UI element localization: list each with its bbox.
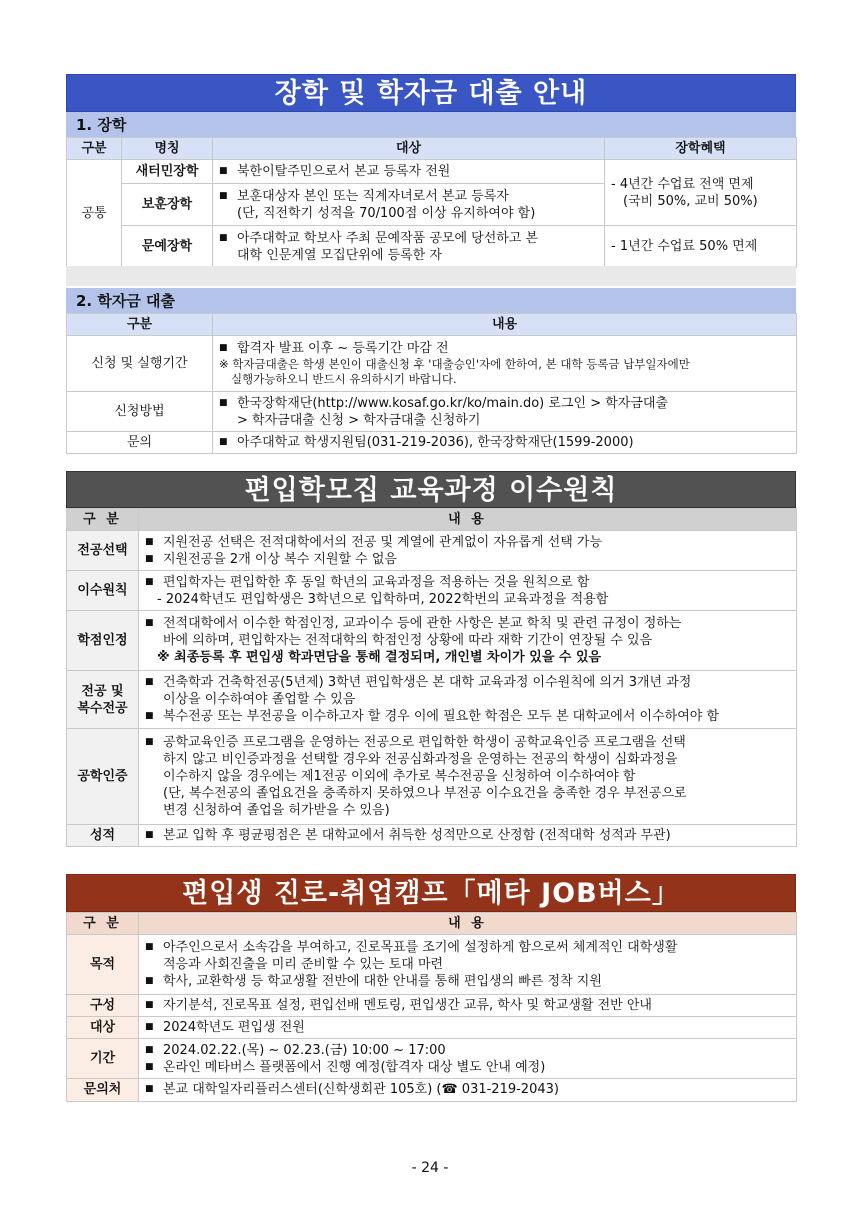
col-header-content: 내용 — [213, 314, 797, 336]
row-label: 구성 — [67, 995, 139, 1017]
row-label: 대상 — [67, 1017, 139, 1039]
bullet-icon: ■ — [145, 1061, 154, 1072]
scholarship-target: ■ 북한이탈주민으로서 본교 등록자 전원 — [213, 160, 605, 184]
col-header-category: 구 분 — [67, 509, 139, 531]
scholarship-name: 문예장학 — [122, 226, 213, 268]
bullet-icon: ■ — [145, 941, 154, 952]
bullet-icon: ■ — [145, 676, 154, 687]
table-row — [67, 729, 797, 825]
bullet-icon: ■ — [145, 830, 154, 841]
row-label: 신청 및 실행기간 — [67, 336, 213, 392]
bullet-icon: ■ — [145, 536, 154, 547]
scholarship-banner: 장학 및 학자금 대출 안내 — [66, 74, 796, 112]
row-content: ■ 2024.02.22.(목) ~ 02.23.(금) 10:00 ~ 17:00 ■ 온라인 메타버스 플랫폼에서 진행 예정(합격자 대상 별도 안내 예정) — [139, 1039, 797, 1079]
loan-table — [66, 313, 797, 454]
table-row — [67, 671, 797, 729]
curriculum-banner: 편입학모집 교육과정 이수원칙 — [66, 471, 796, 508]
table-row — [67, 1017, 797, 1039]
row-content: ■ 공학교육인증 프로그램을 운영하는 전공으로 편입학한 학생이 공학교육인증 프로그램을 선택 하지 않고 비인증과정을 선택할 경우와 전공심화과정을 운영하는 전공의 학생이 심화과정을 이수하지 않을 경우에는 제1전공 이외에 추가로 복수전공을 신청하여 이수하여야 함 (단, 복수전공의 졸업요건을 충족하지 못하였으나 부전공 이수요건을 충족한 경우 부전공으로 변경 신청하여 졸업을 허가받을 수 있음) — [139, 729, 797, 825]
benefit-cell: - 4년간 수업료 전액 면제 (국비 50%, 교비 50%) — [605, 160, 797, 226]
row-label: 이수원칙 — [67, 571, 139, 611]
row-content: ■ 전적대학에서 이수한 학점인정, 교과이수 등에 관한 사항은 본교 학칙 및 관련 규정이 정하는 바에 의하며, 편입학자는 전적대학의 학점인정 상황에 따라 재학 기간이 연장될 수 있음 ※ 최종등록 후 편입생 학과면담을 통해 결정되며, 개인별 차이가 있을 수 있음 — [139, 611, 797, 671]
row-content: ■ 합격자 발표 이후 ~ 등록기간 마감 전 ※ 학자금대출은 학생 본인이 대출신청 후 '대출승인'자에 한하여, 본 대학 등록금 납부일자에만 실행가능하오니 반드시 유의하시기 바랍니다. — [213, 336, 797, 392]
bullet-icon: ■ — [145, 976, 154, 987]
category-cell: 공통 — [67, 160, 122, 268]
bullet-icon: ■ — [219, 166, 228, 177]
col-header-category: 구 분 — [67, 913, 139, 935]
bullet-icon: ■ — [145, 553, 154, 564]
scholarship-target: ■ 아주대학교 학보사 주최 문예작품 공모에 당선하고 본 대학 인문계열 모집단위에 등록한 자 — [213, 226, 605, 268]
col-header-category: 구분 — [67, 314, 213, 336]
page-number: - 24 - — [411, 1160, 449, 1176]
scholarship-name: 보훈장학 — [122, 184, 213, 226]
loan-heading: 2. 학자금 대출 — [66, 288, 796, 313]
camp-banner: 편입생 진로-취업캠프「메타 JOB버스」 — [66, 874, 796, 912]
bullet-icon: ■ — [219, 232, 228, 243]
row-content: ■ 2024학년도 편입생 전원 — [139, 1017, 797, 1039]
table-row — [67, 1039, 797, 1079]
bullet-icon: ■ — [145, 576, 154, 587]
benefit-cell: - 1년간 수업료 50% 면제 — [605, 226, 797, 268]
bullet-icon: ■ — [145, 617, 154, 628]
section-divider — [66, 266, 796, 286]
camp-table — [66, 912, 797, 1102]
row-label: 신청방법 — [67, 392, 213, 432]
row-content: ■ 본교 입학 후 평균평점은 본 대학교에서 취득한 성적만으로 산정함 (전적대학 성적과 무관) — [139, 825, 797, 847]
bullet-icon: ■ — [145, 1044, 154, 1055]
row-content: ■ 본교 대학일자리플러스센터(신학생회관 105호) (☎ 031-219-2043) — [139, 1079, 797, 1101]
row-content: ■ 지원전공 선택은 전적대학에서의 전공 및 계열에 관계없이 자유롭게 선택 가능 ■ 지원전공을 2개 이상 복수 지원할 수 없음 — [139, 531, 797, 571]
row-label: 목적 — [67, 935, 139, 995]
bullet-icon: ■ — [145, 1000, 154, 1011]
bullet-icon: ■ — [219, 397, 228, 408]
scholarship-table — [66, 137, 797, 268]
table-row — [67, 571, 797, 611]
table-row — [67, 160, 797, 184]
scholarship-name: 새터민장학 — [122, 160, 213, 184]
row-label: 성적 — [67, 825, 139, 847]
row-label: 전공선택 — [67, 531, 139, 571]
row-content: ■ 아주인으로서 소속감을 부여하고, 진로목표를 조기에 설정하게 함으로써 체계적인 대학생활 적응과 사회진출을 미리 준비할 수 있는 토대 마련 ■ 학사, 교환학생 등 학교생활 전반에 대한 안내를 통해 편입생의 빠른 정착 지원 — [139, 935, 797, 995]
row-label: 학점인정 — [67, 611, 139, 671]
bullet-icon: ■ — [145, 1084, 154, 1095]
row-content: ■ 편입학자는 편입학한 후 동일 학년의 교육과정을 적용하는 것을 원칙으로 함 - 2024학년도 편입학생은 3학년으로 입학하며, 2022학번의 교육과정을 적용함 — [139, 571, 797, 611]
row-label: 공학인증 — [67, 729, 139, 825]
table-row — [67, 995, 797, 1017]
row-content: ■ 자기분석, 진로목표 설정, 편입선배 멘토링, 편입생간 교류, 학사 및 학교생활 전반 안내 — [139, 995, 797, 1017]
table-row — [67, 531, 797, 571]
bullet-icon: ■ — [145, 711, 154, 722]
table-row — [67, 226, 797, 268]
col-header-category: 구분 — [67, 138, 122, 160]
bullet-icon: ■ — [219, 190, 228, 201]
bullet-icon: ■ — [145, 1022, 154, 1033]
table-row — [67, 336, 797, 392]
table-row — [67, 611, 797, 671]
col-header-target: 대상 — [213, 138, 605, 160]
bullet-icon: ■ — [219, 437, 228, 448]
row-content: ■ 한국장학재단(http://www.kosaf.go.kr/ko/main.do) 로그인 > 학자금대출 > 학자금대출 신청 > 학자금대출 신청하기 — [213, 392, 797, 432]
row-label: 전공 및 복수전공 — [67, 671, 139, 729]
curriculum-table — [66, 508, 797, 847]
col-header-content: 내 용 — [139, 509, 797, 531]
col-header-name: 명칭 — [122, 138, 213, 160]
row-label: 기간 — [67, 1039, 139, 1079]
col-header-benefit: 장학혜택 — [605, 138, 797, 160]
table-row — [67, 432, 797, 454]
row-label: 문의처 — [67, 1079, 139, 1101]
row-content: ■ 건축학과 건축학전공(5년제) 3학년 편입학생은 본 대학 교육과정 이수원칙에 의거 3개년 과정 이상을 이수하여야 졸업할 수 있음 ■ 복수전공 또는 부전공을 이수하고자 할 경우 이에 필요한 학점은 모두 본 대학교에서 이수하여야 함 — [139, 671, 797, 729]
table-row — [67, 1079, 797, 1101]
scholarship-target: ■ 보훈대상자 본인 또는 직계자녀로서 본교 등록자 (단, 직전학기 성적을 70/100점 이상 유지하여야 함) — [213, 184, 605, 226]
row-content: ■ 아주대학교 학생지원팀(031-219-2036), 한국장학재단(1599-2000) — [213, 432, 797, 454]
scholarship-heading: 1. 장학 — [66, 112, 796, 137]
bullet-icon: ■ — [219, 342, 228, 353]
table-row — [67, 935, 797, 995]
table-row — [67, 392, 797, 432]
row-label: 문의 — [67, 432, 213, 454]
table-row — [67, 825, 797, 847]
bullet-icon: ■ — [145, 736, 154, 747]
col-header-content: 내 용 — [139, 913, 797, 935]
